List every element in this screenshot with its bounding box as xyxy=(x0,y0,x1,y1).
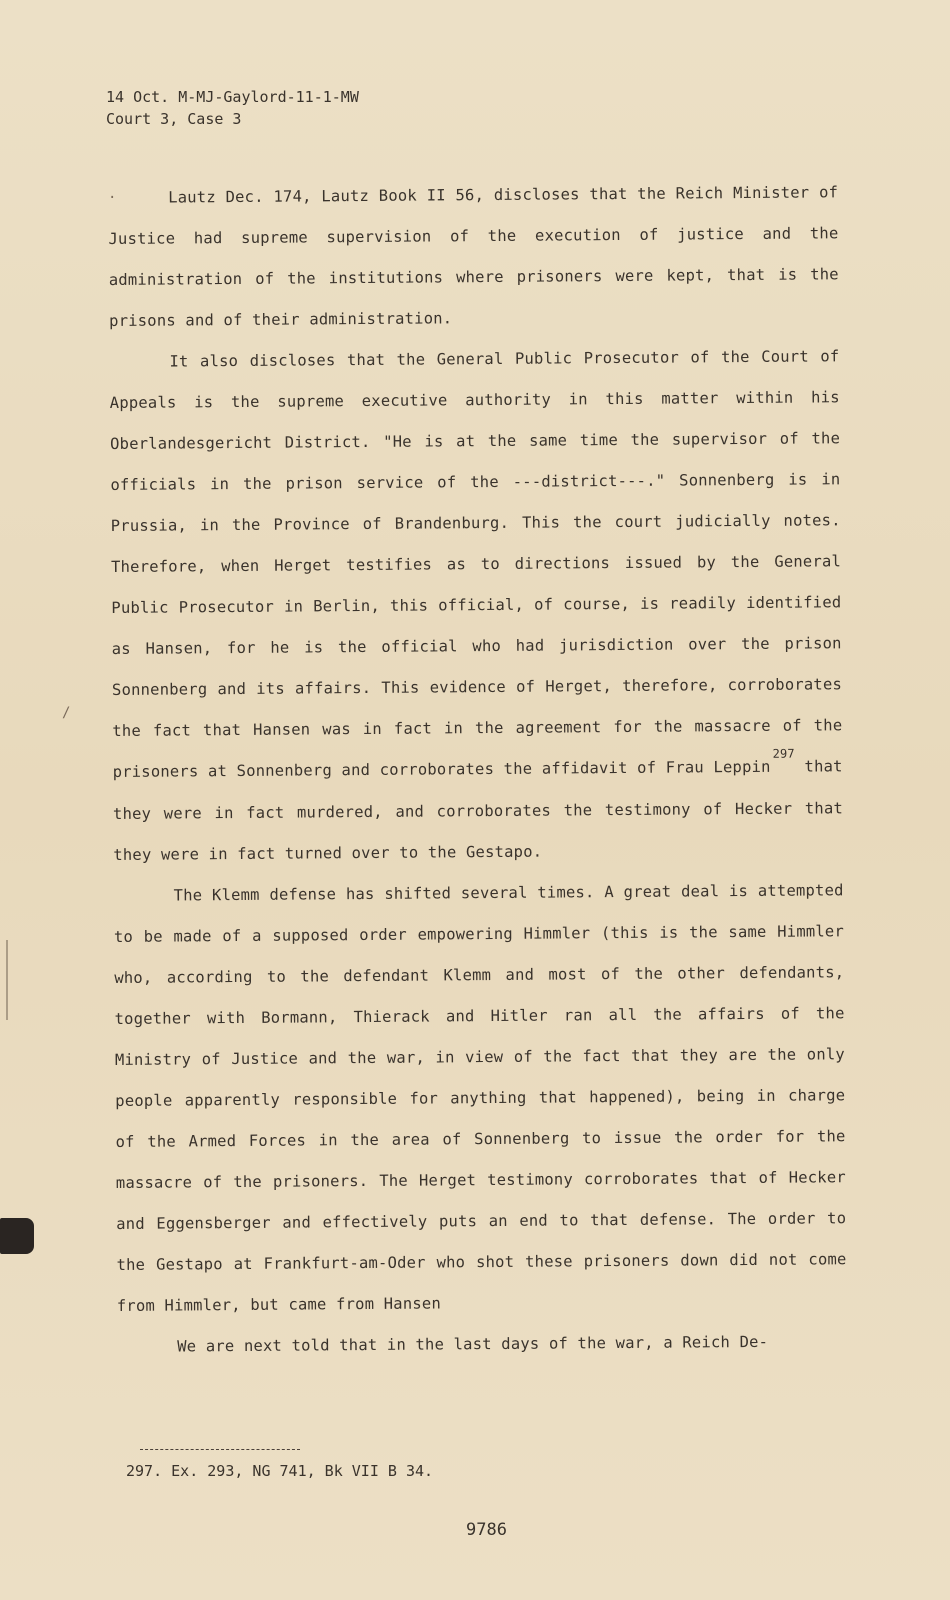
binding-clip-mark xyxy=(0,1218,34,1254)
paragraph-2-text: It also discloses that the General Public Prosecutor of the Court of Appeals is the supreme executive authority in this matter within his Oberlandesgericht District. "He is at the same time the supervisor of the officials in the prison service of the ---district---." Sonnenberg is in Prussia, in the Province of Brandenburg. This the court judicially notes. Therefore, when Herget testifies as to directions issued by the General Public Prosecutor in Berlin, this official, of course, is readily identified as Hansen, for he is the official who had jurisdiction over the prison Sonnenberg and its affairs. This evidence of Herget, therefore, corroborates the fact that Hansen was in fact in the agreement for the massacre of the prisoners at Sonnenberg and corroborates the affidavit of Frau Leppin xyxy=(109,347,843,781)
page-number: 9786 xyxy=(466,1520,507,1540)
paragraph-2-continuation: that they were in fact murdered, and corroborates the testimony of Hecker that they were in fact turned over to the Gestapo. xyxy=(112,757,844,864)
ink-speck: . xyxy=(108,186,117,202)
footnote-reference: 297 xyxy=(772,746,795,761)
edge-wear-mark xyxy=(6,940,8,1020)
footnote: 297. Ex. 293, NG 741, Bk VII B 34. xyxy=(126,1462,434,1480)
paragraph-3: The Klemm defense has shifted several times. A great deal is attempted to be made of a supposed order empowering Himmler (this is the same Himmler who, according to the defendant Klemm and most of the other defendants, together with Bormann, Thierack and Hitler ran all the affairs of the Ministry of Justice and the war, in view of the fact that they are the only people apparently responsible for anything that happened), being in charge of the Armed Forces in the area of Sonnenberg to issue the order for the massacre of the prisoners. The Herget testimony corroborates that of Hecker and Eggensberger and effectively puts an end to that defense. The order to the Gestapo at Frankfurt-am-Oder who shot these prisoners down did not come from Himmler, but came from Hansen xyxy=(113,881,847,1315)
ink-speck: / xyxy=(62,705,71,721)
header-line-1: 14 Oct. M-MJ-Gaylord-11-1-MW xyxy=(106,88,359,106)
paragraph-4: We are next told that in the last days of the war, a Reich De- xyxy=(177,1332,769,1356)
document-body xyxy=(108,172,847,1368)
paragraph-1: Lautz Dec. 174, Lautz Book II 56, discloses that the Reich Minister of Justice had supreme supervision of the execution of justice and the administration of the institutions where prisoners were kept, that is the prisons and of their administration. xyxy=(108,183,839,330)
header-line-2: Court 3, Case 3 xyxy=(106,110,242,128)
paragraph-2 xyxy=(109,336,843,876)
document-header xyxy=(106,86,359,130)
footnote-divider xyxy=(140,1449,300,1450)
